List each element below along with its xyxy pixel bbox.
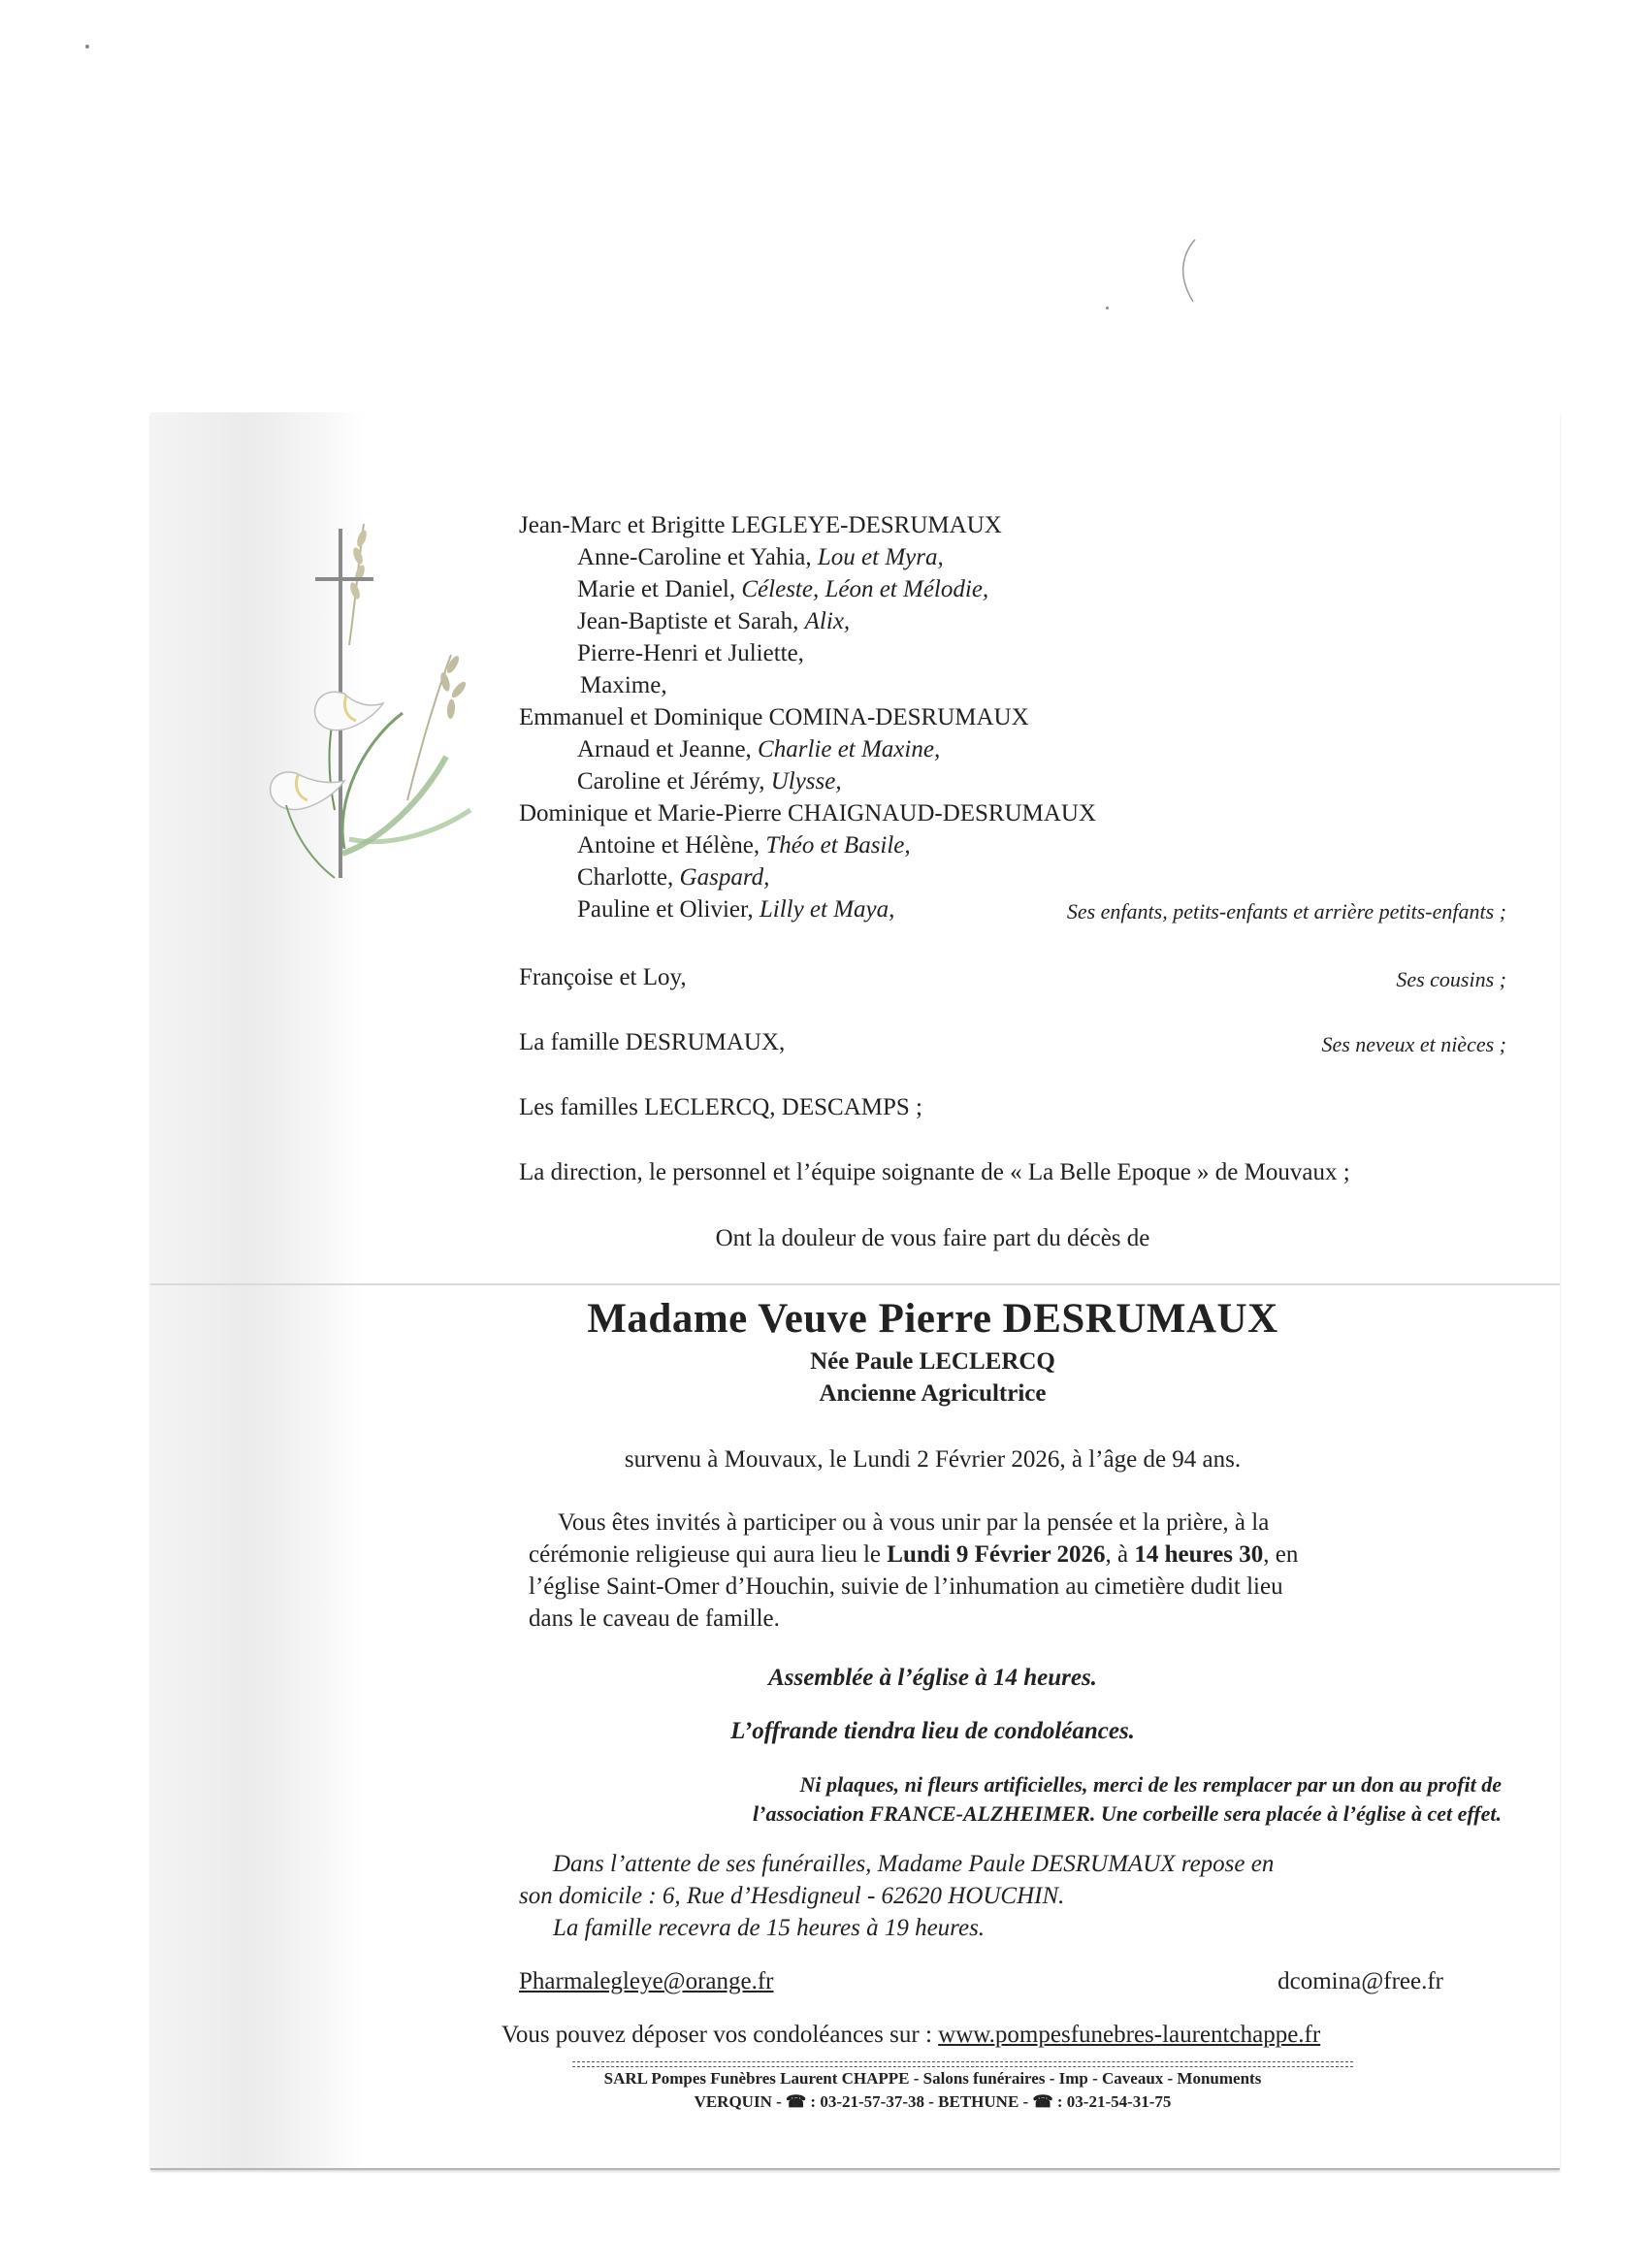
ceremony-line: dans le caveau de famille. xyxy=(529,1605,780,1632)
family-member: Anne-Caroline et Yahia, Lou et Myra, xyxy=(577,544,944,570)
mourner-family: La famille DESRUMAUX, xyxy=(519,1029,786,1055)
announcement: Ont la douleur de vous faire part du décès de xyxy=(715,1225,1150,1251)
relation-nephews: Ses neveux et nièces ; xyxy=(1321,1032,1506,1056)
ceremony-line: l’église Saint-Omer d’Houchin, suivie de l’inhumation au cimetière dudit lieu xyxy=(529,1573,1283,1600)
scan-speck xyxy=(1106,307,1109,309)
scan-speck xyxy=(85,45,89,49)
footer-separator xyxy=(572,2061,1353,2062)
mourner-families: Les familles LECLERCQ, DESCAMPS ; xyxy=(519,1094,922,1120)
footer-separator xyxy=(572,2066,1353,2067)
deceased-name: Madame Veuve Pierre DESRUMAUX xyxy=(587,1296,1278,1342)
fold-line xyxy=(150,1283,1560,1285)
offering-note: L’offrande tiendra lieu de condoléances. xyxy=(730,1718,1135,1744)
family-member: Arnaud et Jeanne, Charlie et Maxine, xyxy=(577,736,941,762)
family-member: Maxime, xyxy=(580,672,667,698)
relation-cousins: Ses cousins ; xyxy=(1396,967,1506,991)
family-member: Caroline et Jérémy, Ulysse, xyxy=(577,768,842,794)
death-details: survenu à Mouvaux, le Lundi 2 Février 2026, à l’âge de 94 ans. xyxy=(624,1446,1242,1473)
family-head: Jean-Marc et Brigitte LEGLEYE-DESRUMAUX xyxy=(519,512,1002,538)
email-link-right[interactable]: dcomina@free.fr xyxy=(1277,1968,1443,1994)
family-head: Emmanuel et Dominique COMINA-DESRUMAUX xyxy=(519,704,1029,730)
flowers-note: Ni plaques, ni fleurs artificielles, merci de les remplacer par un don au profit de xyxy=(799,1772,1502,1797)
rest-info: son domicile : 6, Rue d’Hesdigneul - 62620 HOUCHIN. xyxy=(519,1883,1065,1909)
funeral-notice-card xyxy=(150,412,1560,2170)
rest-info: Dans l’attente de ses funérailles, Madame Paule DESRUMAUX repose en xyxy=(553,1851,1275,1877)
family-member: Jean-Baptiste et Sarah, Alix, xyxy=(577,608,851,634)
funeral-home-info: SARL Pompes Funèbres Laurent CHAPPE - Salons funéraires - Imp - Caveaux - Monuments xyxy=(603,2069,1262,2088)
family-member: Pauline et Olivier, Lilly et Maya, xyxy=(577,896,895,923)
ceremony-line: cérémonie religieuse qui aura lieu le Lundi 9 Février 2026, à 14 heures 30, en xyxy=(529,1541,1299,1568)
condolences-line: Vous pouvez déposer vos condoléances sur : www.pompesfunebres-laurentchappe.fr xyxy=(501,2022,1321,2048)
family-member: Charlotte, Gaspard, xyxy=(577,864,770,891)
funeral-home-phones: VERQUIN - ☎ : 03-21-57-37-38 - BETHUNE - ☎ : 03-21-54-31-75 xyxy=(694,2092,1172,2111)
rest-info: La famille recevra de 15 heures à 19 heures. xyxy=(553,1915,986,1941)
mourner-cousins: Françoise et Loy, xyxy=(519,964,687,990)
family-member: Pierre-Henri et Juliette, xyxy=(577,640,804,666)
relation-children: Ses enfants, petits-enfants et arrière petits-enfants ; xyxy=(1066,899,1506,923)
ceremony-line: Vous êtes invités à participer ou à vous unir par la pensée et la prière, à la xyxy=(558,1509,1270,1536)
email-link-left[interactable]: Pharmalegleye@orange.fr xyxy=(519,1968,774,1994)
family-member: Marie et Daniel, Céleste, Léon et Mélodie, xyxy=(577,576,989,602)
scan-mark xyxy=(1174,238,1203,306)
deceased-birth-name: Née Paule LECLERCQ xyxy=(810,1348,1055,1375)
cross-lily-icon xyxy=(228,519,500,926)
assembly-time: Assemblée à l’église à 14 heures. xyxy=(768,1665,1097,1691)
flowers-note: l’association FRANCE-ALZHEIMER. Une corbeille sera placée à l’église à cet effet. xyxy=(753,1801,1502,1826)
family-member: Antoine et Hélène, Théo et Basile, xyxy=(577,832,911,859)
deceased-occupation: Ancienne Agricultrice xyxy=(819,1380,1047,1407)
mourner-care-home: La direction, le personnel et l’équipe soignante de « La Belle Epoque » de Mouvaux ; xyxy=(519,1159,1350,1185)
family-head: Dominique et Marie-Pierre CHAIGNAUD-DESRUMAUX xyxy=(519,800,1097,826)
condolences-website-link[interactable]: www.pompesfunebres-laurentchappe.fr xyxy=(938,2022,1321,2048)
